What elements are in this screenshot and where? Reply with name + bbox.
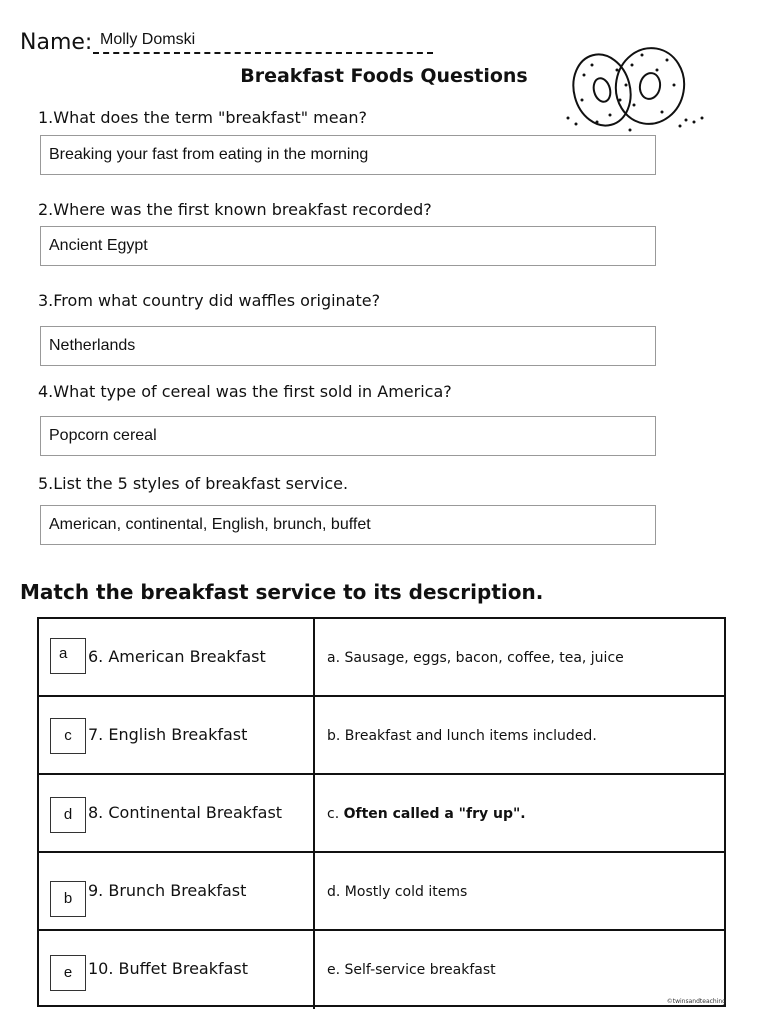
match-description [327, 806, 526, 822]
match-description [327, 650, 624, 666]
matching-row [39, 697, 724, 775]
match-description-text: Self-service breakfast [344, 962, 496, 978]
match-item: 8. Continental Breakfast [88, 803, 283, 822]
match-item: 10. Buffet Breakfast [88, 959, 249, 978]
matching-row [39, 619, 724, 697]
match-description-letter: b. [327, 728, 345, 744]
match-answer-box[interactable]: b [50, 881, 86, 917]
matching-row [39, 931, 724, 1009]
match-answer-box[interactable]: e [50, 955, 86, 991]
column-divider [313, 775, 315, 851]
question-4-label: 4.What type of cereal was the first sold in America? [38, 382, 452, 401]
match-description [327, 728, 597, 744]
question-2-answer[interactable]: Ancient Egypt [40, 226, 656, 266]
matching-table [37, 617, 726, 1007]
match-description-letter: c. [327, 806, 344, 822]
match-item: 9. Brunch Breakfast [88, 881, 247, 900]
match-description [327, 884, 467, 900]
match-description-letter: a. [327, 650, 345, 666]
question-5-label: 5.List the 5 styles of breakfast service. [38, 474, 349, 493]
matching-heading: Match the breakfast service to its description. [20, 580, 544, 604]
name-field[interactable]: Molly Domski [100, 31, 196, 48]
question-3-label: 3.From what country did waffles originate? [38, 291, 381, 310]
match-answer-box[interactable]: d [50, 797, 86, 833]
match-description-letter: e. [327, 962, 345, 978]
name-underline [93, 52, 433, 54]
column-divider [313, 931, 315, 1009]
match-description-text: Breakfast and lunch items included. [344, 728, 597, 744]
question-2-label: 2.Where was the first known breakfast recorded? [38, 200, 432, 219]
question-1-label: 1.What does the term "breakfast" mean? [38, 108, 368, 127]
question-3-answer[interactable]: Netherlands [40, 326, 656, 366]
worksheet-title-text: Breakfast Foods Questions [240, 65, 528, 87]
match-description-text: Mostly cold items [344, 884, 468, 900]
bagels-icon [562, 40, 707, 135]
question-5-answer[interactable]: American, continental, English, brunch, buffet [40, 505, 656, 545]
question-4-answer[interactable]: Popcorn cereal [40, 416, 656, 456]
match-item: 6. American Breakfast [88, 647, 266, 666]
matching-row [39, 775, 724, 853]
match-description [327, 962, 496, 978]
column-divider [313, 697, 315, 773]
matching-row [39, 853, 724, 931]
match-item: 7. English Breakfast [88, 725, 248, 744]
match-answer-box[interactable]: a [50, 638, 86, 674]
match-description-text: Often called a "fry up". [343, 806, 526, 822]
match-answer-box[interactable]: c [50, 718, 86, 754]
question-1-answer[interactable]: Breaking your fast from eating in the morning [40, 135, 656, 175]
credit-text: ©twinsandteaching [666, 998, 726, 1005]
match-description-text: Sausage, eggs, bacon, coffee, tea, juice [344, 650, 624, 666]
name-label: Name: [20, 30, 93, 55]
match-description-letter: d. [327, 884, 345, 900]
column-divider [313, 619, 315, 695]
column-divider [313, 853, 315, 929]
